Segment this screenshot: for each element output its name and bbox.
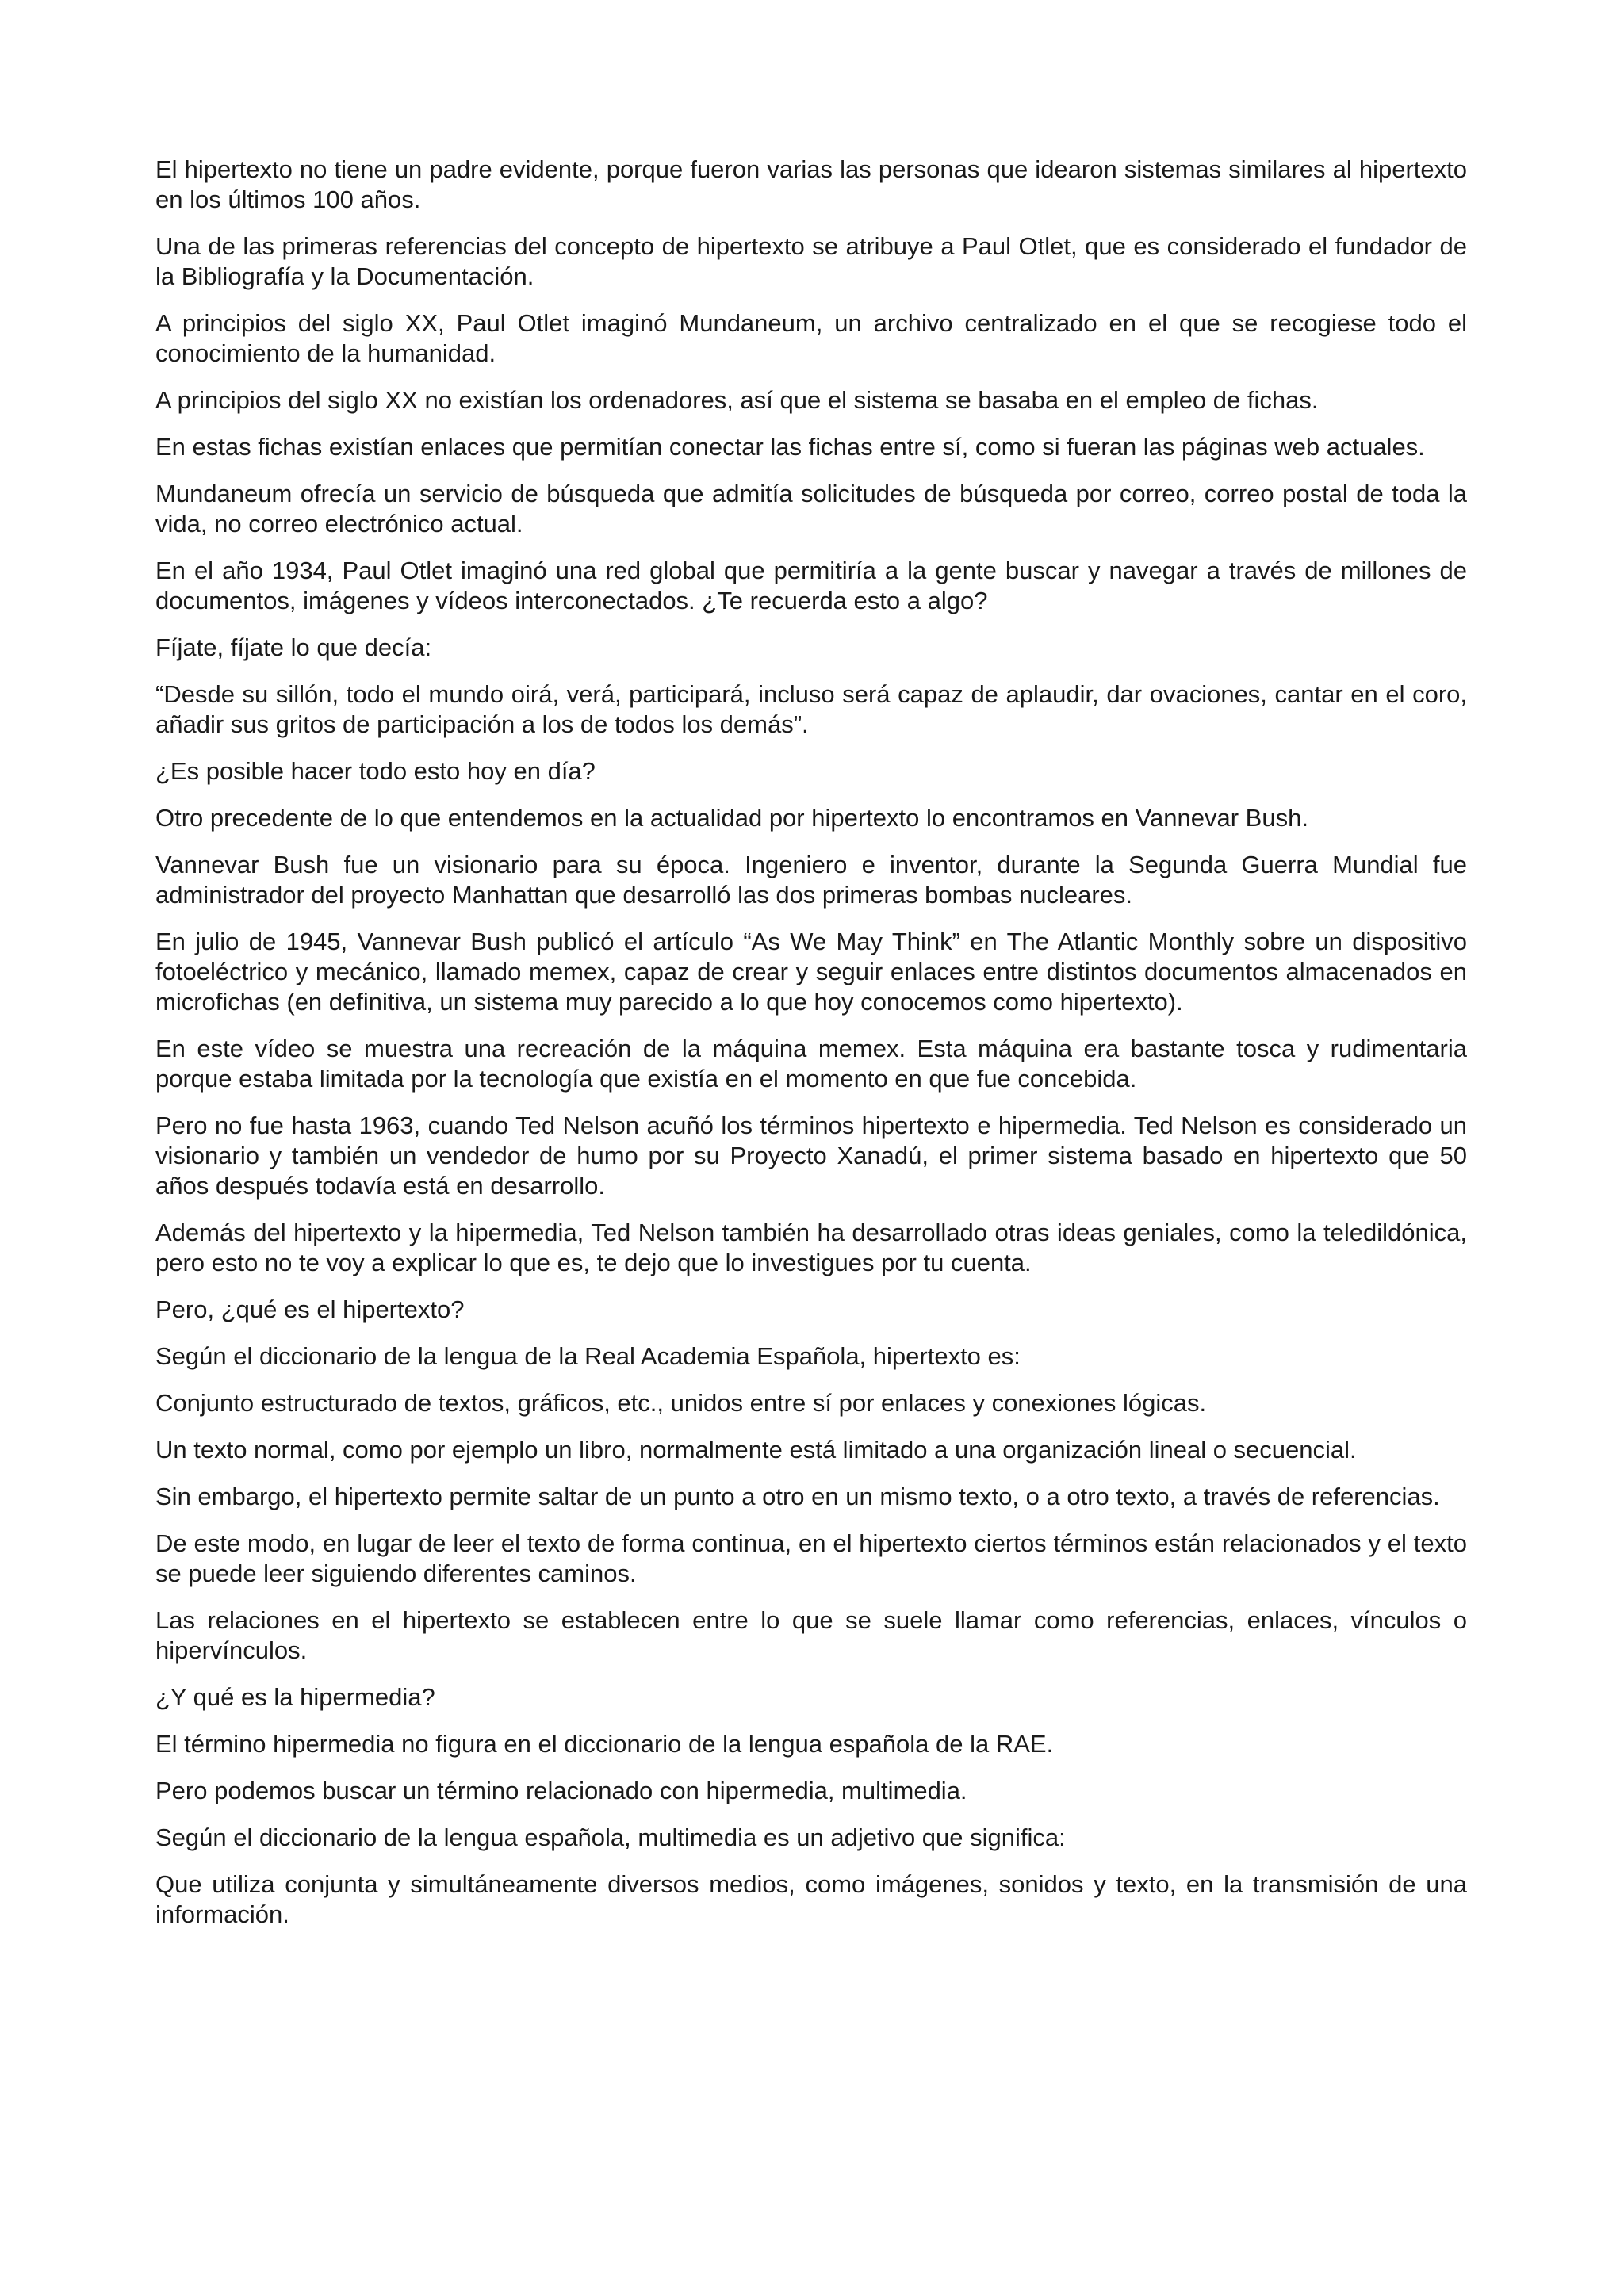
paragraph: Pero no fue hasta 1963, cuando Ted Nelson acuñó los términos hipertexto e hipermedia. Ted Nelson es considerado un visionario y también un vendedor de humo por su Proyecto Xanadú, el primer sistema basado en hipertexto que 50 años después todavía está en desarrollo. bbox=[155, 1112, 1467, 1200]
paragraph: Mundaneum ofrecía un servicio de búsqueda que admitía solicitudes de búsqueda por correo, correo postal de toda la vida, no correo electrónico actual. bbox=[155, 480, 1467, 538]
document-page bbox=[155, 155, 1467, 1946]
paragraph: ¿Y qué es la hipermedia? bbox=[155, 1683, 435, 1711]
paragraph: Pero, ¿qué es el hipertexto? bbox=[155, 1295, 465, 1323]
paragraph: En este vídeo se muestra una recreación de la máquina memex. Esta máquina era bastante tosca y rudimentaria porque estaba limitada por la tecnología que existía en el momento en que fue concebida. bbox=[155, 1035, 1467, 1093]
paragraph: Una de las primeras referencias del concepto de hipertexto se atribuye a Paul Otlet, que es considerado el fundador de la Bibliografía y la Documentación. bbox=[155, 232, 1467, 290]
paragraph: Vannevar Bush fue un visionario para su época. Ingeniero e inventor, durante la Segunda Guerra Mundial fue administrador del proyecto Manhattan que desarrolló las dos primeras bombas nucleares. bbox=[155, 851, 1467, 909]
paragraph: Otro precedente de lo que entendemos en la actualidad por hipertexto lo encontramos en Vannevar Bush. bbox=[155, 804, 1308, 832]
paragraph: ¿Es posible hacer todo esto hoy en día? bbox=[155, 757, 596, 785]
paragraph: En julio de 1945, Vannevar Bush publicó el artículo “As We May Think” en The Atlantic Monthly sobre un dispositivo fotoeléctrico y mecánico, llamado memex, capaz de crear y seguir enlaces entre distintos documentos almacenados en microfichas (en definitiva, un sistema muy parecido a lo que hoy conocemos como hipertexto). bbox=[155, 928, 1467, 1016]
paragraph: A principios del siglo XX no existían los ordenadores, así que el sistema se basaba en el empleo de fichas. bbox=[155, 386, 1319, 414]
paragraph: En estas fichas existían enlaces que permitían conectar las fichas entre sí, como si fueran las páginas web actuales. bbox=[155, 433, 1425, 461]
paragraph: El hipertexto no tiene un padre evidente, porque fueron varias las personas que idearon sistemas similares al hipertexto en los últimos 100 años. bbox=[155, 155, 1467, 213]
paragraph: Las relaciones en el hipertexto se establecen entre lo que se suele llamar como referencias, enlaces, vínculos o hipervínculos. bbox=[155, 1606, 1467, 1664]
paragraph: De este modo, en lugar de leer el texto de forma continua, en el hipertexto ciertos términos están relacionados y el texto se puede leer siguiendo diferentes caminos. bbox=[155, 1529, 1467, 1587]
paragraph: A principios del siglo XX, Paul Otlet imaginó Mundaneum, un archivo centralizado en el que se recogiese todo el conocimiento de la humanidad. bbox=[155, 309, 1467, 367]
paragraph: En el año 1934, Paul Otlet imaginó una red global que permitiría a la gente buscar y navegar a través de millones de documentos, imágenes y vídeos interconectados. ¿Te recuerda esto a algo? bbox=[155, 557, 1467, 614]
paragraph: Según el diccionario de la lengua española, multimedia es un adjetivo que significa: bbox=[155, 1823, 1066, 1851]
paragraph: Además del hipertexto y la hipermedia, Ted Nelson también ha desarrollado otras ideas geniales, como la teledildónica, pero esto no te voy a explicar lo que es, te dejo que lo investigues por tu cuenta. bbox=[155, 1219, 1467, 1276]
paragraph: Pero podemos buscar un término relacionado con hipermedia, multimedia. bbox=[155, 1777, 967, 1804]
paragraph: Un texto normal, como por ejemplo un libro, normalmente está limitado a una organización lineal o secuencial. bbox=[155, 1436, 1357, 1464]
paragraph: El término hipermedia no figura en el diccionario de la lengua española de la RAE. bbox=[155, 1730, 1054, 1758]
quote-paragraph: “Desde su sillón, todo el mundo oirá, verá, participará, incluso será capaz de aplaudir, dar ovaciones, cantar en el coro, añadir sus gritos de participación a los de todos los demás”. bbox=[155, 680, 1467, 738]
paragraph: Sin embargo, el hipertexto permite saltar de un punto a otro en un mismo texto, o a otro texto, a través de referencias. bbox=[155, 1483, 1440, 1510]
paragraph: Fíjate, fíjate lo que decía: bbox=[155, 633, 432, 661]
definition-paragraph: Conjunto estructurado de textos, gráficos, etc., unidos entre sí por enlaces y conexiones lógicas. bbox=[155, 1389, 1207, 1417]
paragraph: Según el diccionario de la lengua de la Real Academia Española, hipertexto es: bbox=[155, 1342, 1021, 1370]
definition-paragraph: Que utiliza conjunta y simultáneamente diversos medios, como imágenes, sonidos y texto, en la transmisión de una información. bbox=[155, 1870, 1467, 1928]
